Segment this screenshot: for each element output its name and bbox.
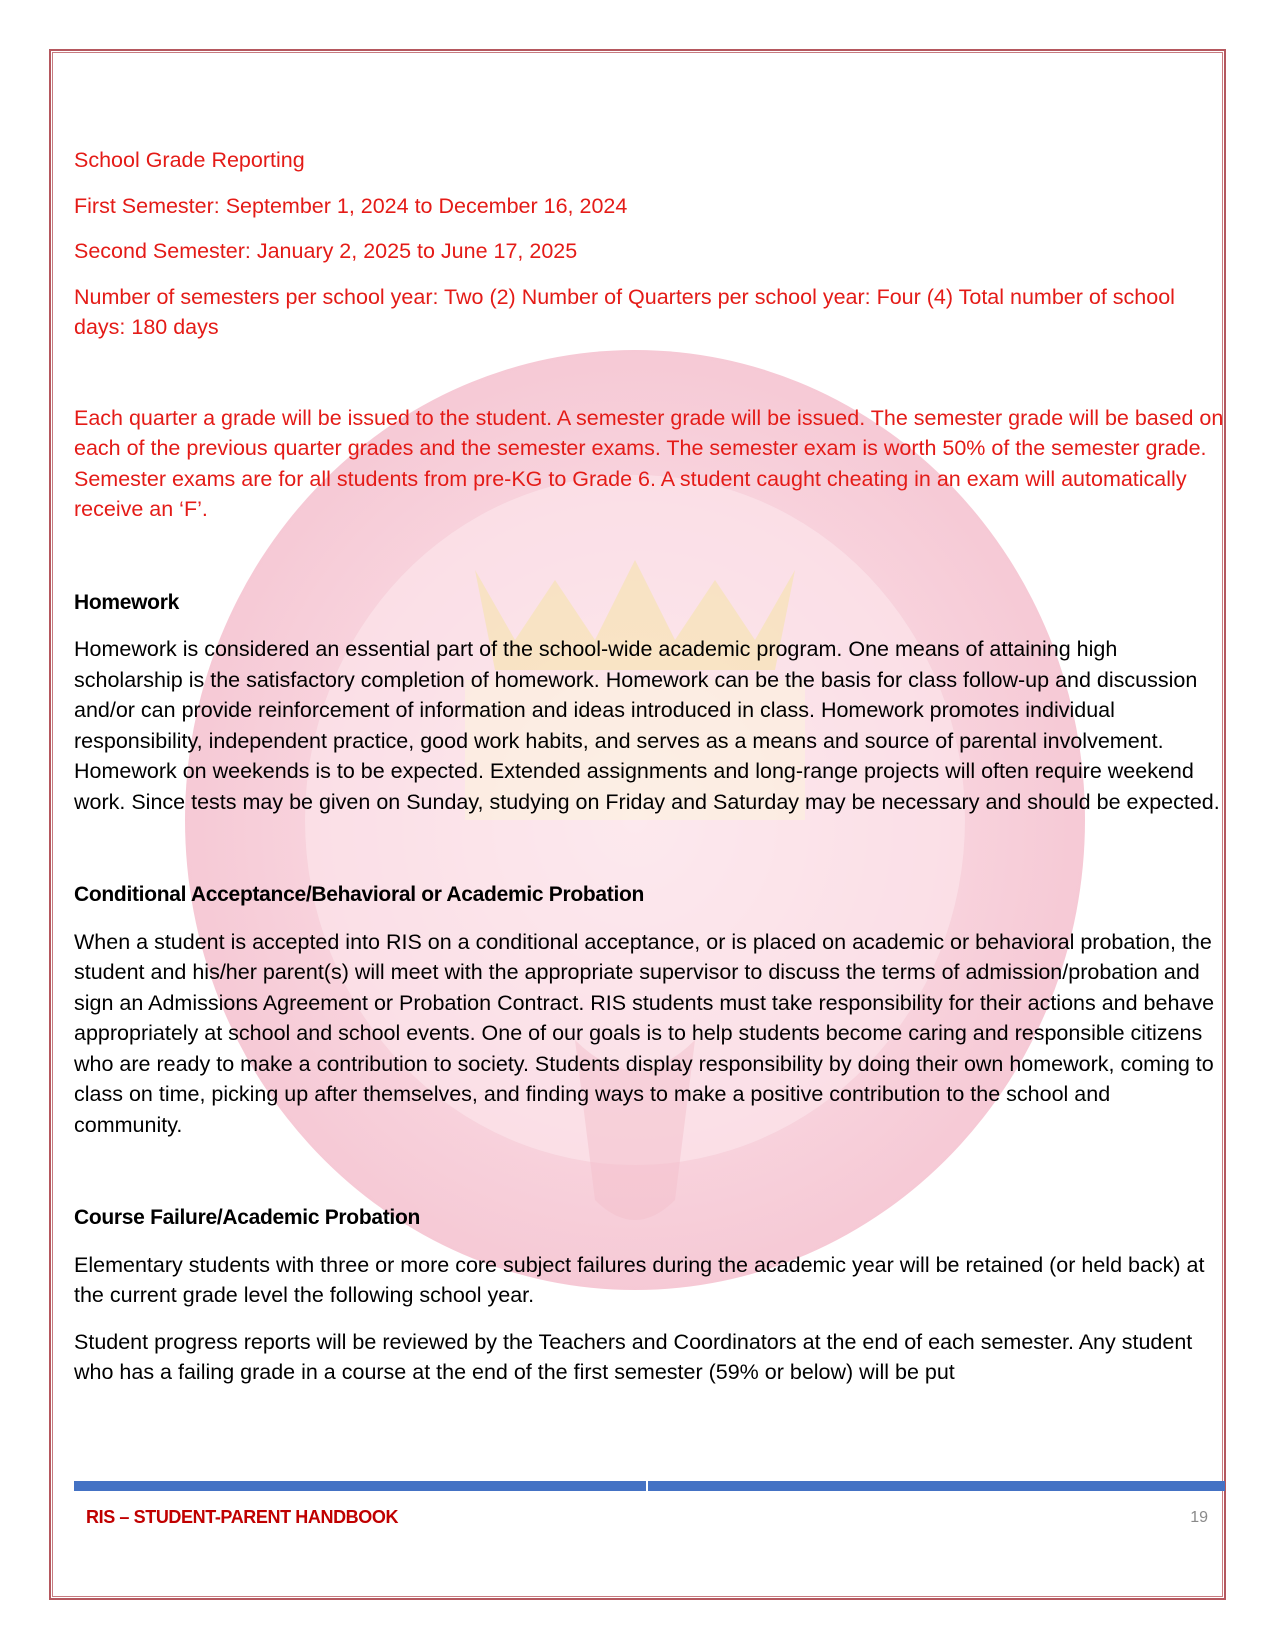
page-number: 19 — [1190, 1509, 1208, 1526]
footer-divider-bar — [74, 1481, 1225, 1491]
page-content — [74, 145, 1224, 1388]
grading-policy-paragraph: Each quarter a grade will be issued to the student. A semester grade will be issued. The semester grade will be based on each of the previous quarter grades and the semester exams. The semester exam is worth 50% of the semester grade. Semester exams are for all students from pre-KG to Grade 6. A student caught cheating in an exam will automatically receive an ‘F’. — [74, 405, 1224, 521]
heading-conditional-acceptance: Conditional Acceptance/Behavioral or Academic Probation — [74, 883, 645, 906]
course-failure-paragraph-2: Student progress reports will be reviewed by the Teachers and Coordinators at the end of each semester. Any student who has a failing grade in a course at the end of the first semester (59% or below) will be put — [74, 1329, 1193, 1384]
footer-handbook-title: RIS – STUDENT-PARENT HANDBOOK — [86, 1507, 399, 1527]
section-title-grade-reporting: School Grade Reporting — [74, 148, 305, 172]
semester-counts: Number of semesters per school year: Two (2) Number of Quarters per school year: Four (4) Total number of school days: 180 days — [74, 284, 1175, 339]
homework-paragraph: Homework is considered an essential part of the school-wide academic program. One means of attaining high scholarship is the satisfactory completion of homework. Homework can be the basis for class follow-up and discussion and/or can provide reinforcement of information and ideas introduced in class. Homework promotes individual responsibility, independent practice, good work habits, and serves as a means and source of parental involvement. Homework on weekends is to be expected. Extended assignments and long-range projects will often require weekend work. Since tests may be given on Sunday, studying on Friday and Saturday may be necessary and should be expected. — [74, 637, 1220, 814]
conditional-acceptance-paragraph: When a student is accepted into RIS on a conditional acceptance, or is placed on academic or behavioral probation, the student and his/her parent(s) will meet with the appropriate supervisor to discuss the terms of admission/probation and sign an Admissions Agreement or Probation Contract. RIS students must take responsibility for their actions and behave appropriately at school and school events. One of our goals is to help students become caring and responsible citizens who are ready to make a contribution to society. Students display responsibility by doing their own homework, coming to class on time, picking up after themselves, and finding ways to make a positive contribution to the school and community. — [74, 929, 1215, 1137]
course-failure-paragraph-1: Elementary students with three or more core subject failures during the academic year will be retained (or held back) at the current grade level the following school year. — [74, 1252, 1205, 1307]
second-semester-dates: Second Semester: January 2, 2025 to June 17, 2025 — [74, 239, 578, 263]
heading-homework: Homework — [74, 590, 179, 614]
heading-course-failure: Course Failure/Academic Probation — [74, 1206, 421, 1229]
footer-divider-split — [646, 1481, 648, 1491]
first-semester-dates: First Semester: September 1, 2024 to December 16, 2024 — [74, 193, 628, 218]
